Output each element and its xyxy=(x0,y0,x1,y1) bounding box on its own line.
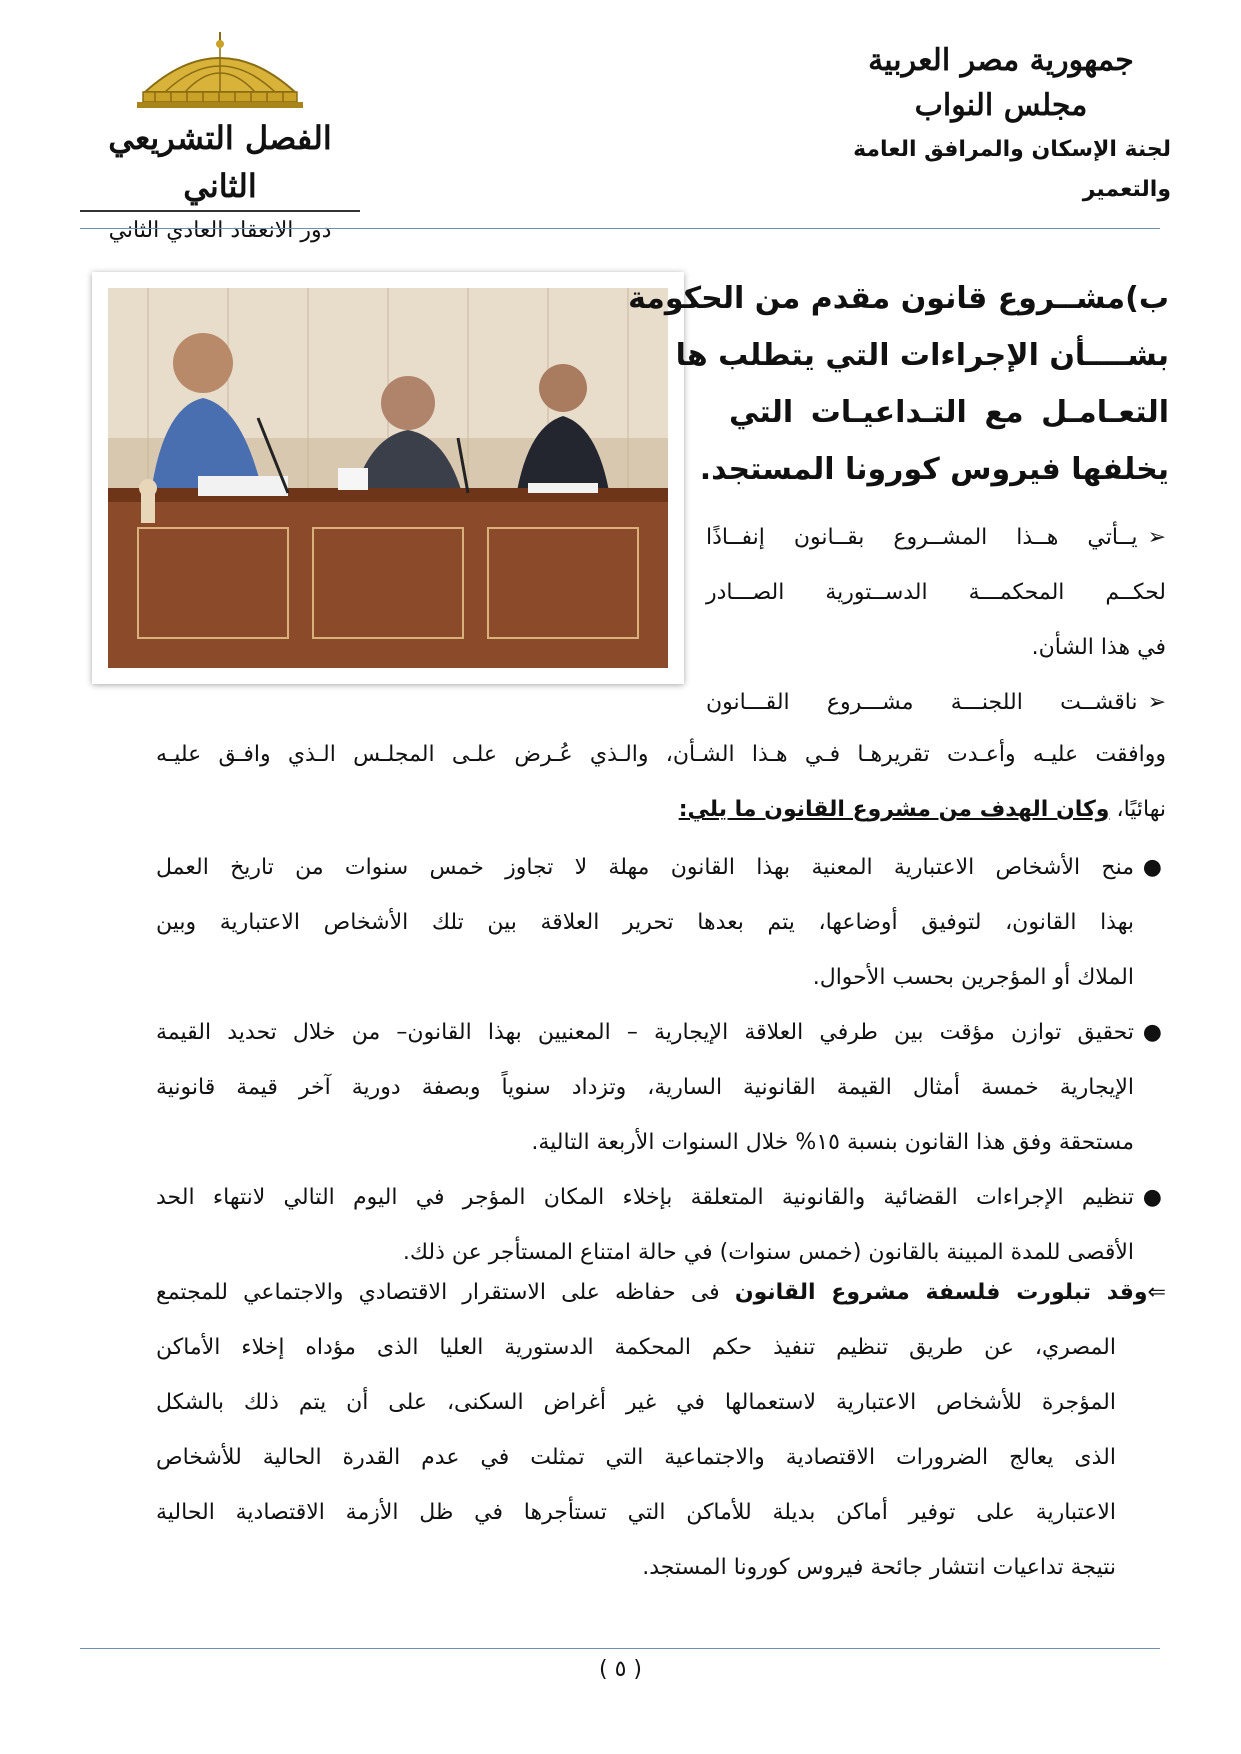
objectives-list xyxy=(156,840,1166,1280)
conclusion-line: الذى يعالج الضرورات الاقتصادية والاجتماعية التي تمثلت في عدم القدرة الحالية للأشخاص xyxy=(156,1445,1116,1470)
header-rule xyxy=(80,228,1160,229)
arrow-item-2 xyxy=(706,675,1166,730)
committee-name: لجنة الإسكان والمرافق العامة والتعمير xyxy=(853,137,1171,202)
conclusion-line: نتيجة تداعيات انتشار جائحة فيروس كورونا المستجد. xyxy=(642,1555,1116,1580)
title-line: التعـامـل مع التـداعيـات التي xyxy=(729,395,1169,430)
meeting-photo-image xyxy=(108,288,668,668)
list-item-line: تنظيم الإجراءات القضائية والقانونية المتعلقة بإخلاء المكان المؤجر في اليوم التالي لانتهاء الحد xyxy=(156,1185,1134,1210)
list-item xyxy=(156,840,1166,1005)
section-title xyxy=(628,270,1169,498)
parliament-dome-icon xyxy=(135,30,305,110)
bullet-dot-icon: ● xyxy=(1142,1185,1162,1210)
list-item-line: الملاك أو المؤجرين بحسب الأحوال. xyxy=(812,965,1134,990)
arrow-bullet-icon: ➢ xyxy=(1147,525,1166,550)
bullet-dot-icon: ● xyxy=(1142,855,1162,880)
republic-name: جمهورية مصر العربية xyxy=(868,43,1134,78)
approval-paragraph xyxy=(156,727,1166,837)
arrow-item-text: ناقشــت اللجنـــة مشـــروع القـــانون xyxy=(706,690,1138,715)
arrow-item-text: لحكــم المحكمـــة الدســتورية الصـــادر xyxy=(706,580,1166,605)
session-name: دور الانعقاد العادي الثاني xyxy=(80,210,360,248)
arrow-bullet-icon: ➢ xyxy=(1147,690,1166,715)
list-item xyxy=(156,1170,1166,1280)
page-number: ( ٥ ) xyxy=(599,1657,642,1682)
conclusion-line: فى حفاظه على الاستقرار الاقتصادي والاجتماعي للمجتمع xyxy=(156,1280,720,1305)
title-line: يخلفها فيروس كورونا المستجد. xyxy=(699,452,1169,487)
conclusion-line: المصري، عن طريق تنظيم تنفيذ حكم المحكمة الدستورية العليا الذى مؤداه إخلاء الأماكن xyxy=(156,1335,1116,1360)
house-name: مجلس النواب xyxy=(914,88,1088,123)
list-item-line: الإيجارية خمسة أمثال القيمة القانونية السارية، وتزداد سنوياً وبصفة دورية آخر قيمة قانونية xyxy=(156,1075,1134,1100)
conclusion-paragraph xyxy=(156,1265,1166,1595)
paragraph-line: ووافقت عليـه وأعـدت تقريرهـا فـي هـذا الشـأن، والـذي عُـرض علـى المجلـس الـذي وافـق عليـه xyxy=(156,742,1166,767)
objectives-heading: وكان الهدف من مشروع القانون ما يلي: xyxy=(678,797,1110,822)
list-item-line: منح الأشخاص الاعتبارية المعنية بهذا القانون مهلة لا تجاوز خمس سنوات من تاريخ العمل xyxy=(156,855,1134,880)
bullet-dot-icon: ● xyxy=(1142,1020,1162,1045)
arrow-item-1 xyxy=(706,510,1166,675)
legislative-term: الفصل التشريعي الثاني xyxy=(108,119,332,205)
footer-rule xyxy=(80,1648,1160,1649)
title-line: ب)مشــروع قانون مقدم من الحكومة xyxy=(628,281,1169,316)
paragraph-line-prefix: نهائيًا، xyxy=(1109,797,1166,822)
double-arrow-icon: ⇐ xyxy=(1147,1280,1166,1305)
header-right xyxy=(821,40,1181,210)
list-item-line: مستحقة وفق هذا القانون بنسبة ١٥% خلال السنوات الأربعة التالية. xyxy=(531,1130,1134,1155)
arrow-item-text: في هذا الشأن. xyxy=(1031,635,1166,660)
list-item-line: تحقيق توازن مؤقت بين طرفي العلاقة الإيجارية – المعنيين بهذا القانون– من خلال تحديد القيمة xyxy=(156,1020,1134,1045)
conclusion-line: المؤجرة للأشخاص الاعتبارية لاستعمالها في غير أغراض السكنى، على أن يتم ذلك بالشكل xyxy=(156,1390,1116,1415)
list-item-line: الأقصى للمدة المبينة بالقانون (خمس سنوات) في حالة امتناع المستأجر عن ذلك. xyxy=(402,1240,1134,1265)
conclusion-lead: وقد تبلورت فلسفة مشروع القانون xyxy=(734,1280,1148,1305)
conclusion-line: الاعتبارية على توفير أماكن بديلة للأماكن التي تستأجرها في ظل الأزمة الاقتصادية الحالية xyxy=(156,1500,1116,1525)
list-item-line: بهذا القانون، لتوفيق أوضاعها، يتم بعدها تحرير العلاقة بين تلك الأشخاص الاعتبارية وبين xyxy=(156,910,1134,935)
header-left xyxy=(70,30,370,248)
arrow-item-text: يــأتي هــذا المشــروع بقــانون إنفــاذًا xyxy=(706,525,1138,550)
meeting-photo xyxy=(92,272,684,684)
title-line: بشــــأن الإجراءات التي يتطلب ها xyxy=(675,338,1169,373)
list-item xyxy=(156,1005,1166,1170)
